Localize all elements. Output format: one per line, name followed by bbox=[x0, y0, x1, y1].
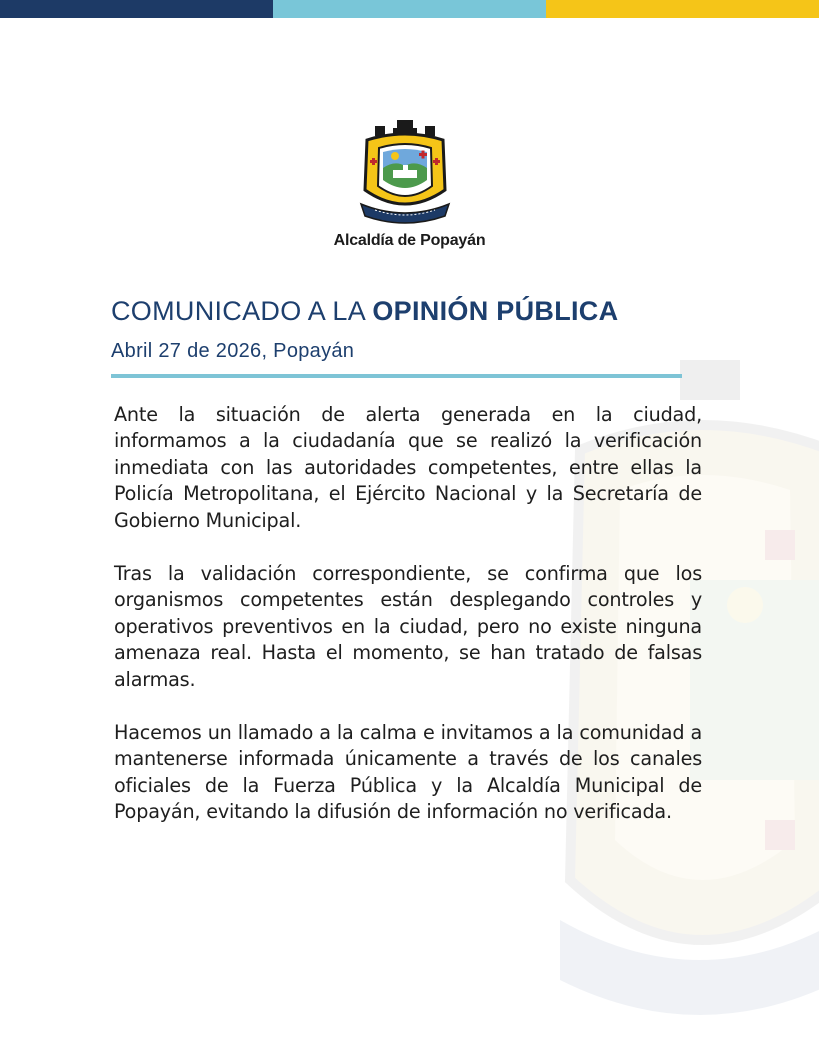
paragraph-2: Tras la validación correspondiente, se confirma que los organismos competentes están desplegando controles y operativos preventivos en la ciudad, pero no existe ninguna amenaza real. Hasta el momento, se han tratado de falsas alarmas. bbox=[114, 562, 702, 691]
statement-body bbox=[114, 402, 702, 853]
top-bar-yellow-segment bbox=[546, 0, 819, 18]
date-location: Abril 27 de 2026, Popayán bbox=[111, 340, 355, 362]
title-bold: OPINIÓN PÚBLICA bbox=[372, 296, 619, 326]
top-bar-dark-segment bbox=[0, 0, 273, 18]
page-title bbox=[111, 296, 751, 327]
top-bar-light-segment bbox=[273, 0, 546, 18]
top-color-bar bbox=[0, 0, 819, 18]
divider bbox=[111, 374, 682, 378]
paragraph-3: Hacemos un llamado a la calma e invitamos a la comunidad a mantenerse informada únicamente a través de los canales oficiales de la Fuerza Pública y la Alcaldía Municipal de Popayán, evitando la difusión de información no verificada. bbox=[114, 721, 702, 824]
title-regular: COMUNICADO A LA bbox=[111, 296, 373, 326]
organization-name: Alcaldía de Popayán bbox=[333, 232, 486, 249]
coat-of-arms-icon bbox=[355, 118, 455, 226]
paragraph-1: Ante la situación de alerta generada en la ciudad, informamos a la ciudadanía que se realizó la verificación inmediata con las autoridades competentes, entre ellas la Policía Metropolitana, el Ejército Nacional y la Secretaría de Gobierno Municipal. bbox=[114, 403, 702, 532]
